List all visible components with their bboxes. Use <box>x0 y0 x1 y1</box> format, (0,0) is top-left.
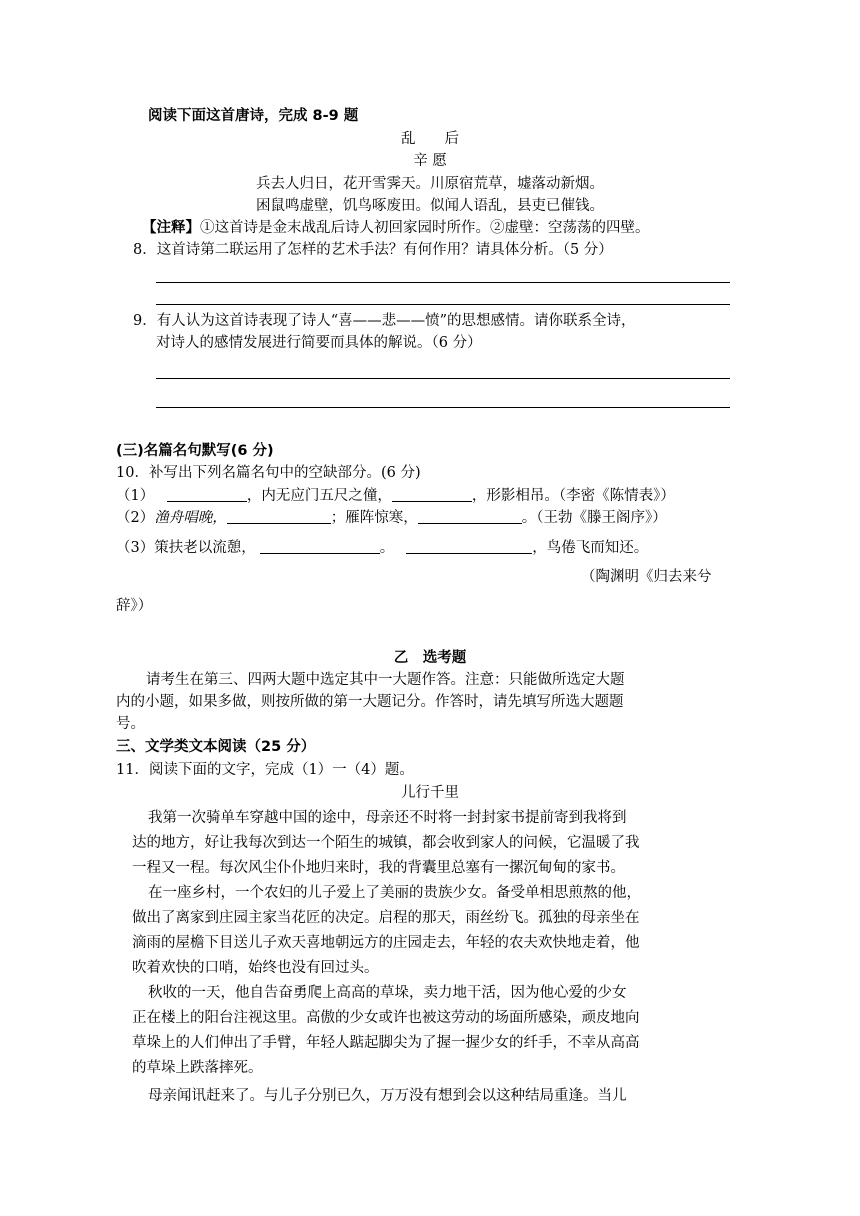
item-1-number: （1） <box>116 488 155 504</box>
elective-para-line-2: 内的小题，如果多做，则按所做的第一大题记分。作答时，请先填写所选大题题 <box>116 694 624 710</box>
item-2-start: 渔舟唱晚， <box>154 510 227 526</box>
dictation-item-3 <box>116 538 648 558</box>
item-3-source-2: 辞》） <box>116 598 153 614</box>
poem-line-2: 困鼠鸣虚壁，饥鸟啄废田。似闻人语乱，县吏已催钱。 <box>256 198 604 214</box>
note-text: ①这首诗是金末战乱后诗人初回家园时所作。②虚壁：空荡荡的四壁。 <box>200 220 650 236</box>
answer-line-9a[interactable] <box>156 378 730 379</box>
poem-instruction: 阅读下面这首唐诗，完成 8-9 题 <box>148 108 359 124</box>
item-2-middle: ；雁阵惊寒， <box>330 510 418 526</box>
poem-note <box>142 218 650 238</box>
elective-para-line-1: 请考生在第三、四两大题中选定其中一大题作答。注意：只能做所选定大题 <box>146 672 625 688</box>
question-9-line-2: 对诗人的感情发展进行简要而具体的解说。（6 分） <box>156 335 482 351</box>
item-3-start: （3）策扶老以流憩， <box>116 540 256 556</box>
question-9-line-1: 9．有人认为这首诗表现了诗人“喜——悲——愤”的思想感情。请你联系全诗， <box>133 313 636 329</box>
story-title: 儿行千里 <box>401 785 459 801</box>
story-p2-line-4: 吹着欢快的口哨，始终也没有回过头。 <box>132 960 379 976</box>
dictation-heading: (三)名篇名句默写(6 分) <box>116 443 274 459</box>
question-11: 11．阅读下面的文字，完成（1）一（4）题。 <box>116 762 414 778</box>
question-8: 8．这首诗第二联运用了怎样的艺术手法？有何作用？请具体分析。（5 分） <box>133 242 613 258</box>
story-p2-line-2: 做出了离家到庄园主家当花匠的决定。启程的那天，雨丝纷飞。孤独的母亲坐在 <box>132 910 640 926</box>
blank-1a[interactable] <box>167 487 247 502</box>
item-1-middle: ，内无应门五尺之僮， <box>246 488 392 504</box>
section-3-heading: 三、文学类文本阅读（25 分） <box>116 739 316 755</box>
elective-heading: 乙 选考题 <box>393 650 467 666</box>
dictation-item-1 <box>116 486 675 506</box>
blank-1b[interactable] <box>392 487 472 502</box>
blank-3b[interactable] <box>406 539 532 554</box>
question-10: 10．补写出下列名篇名句中的空缺部分。(6 分) <box>116 465 421 481</box>
story-p3-line-2: 正在楼上的阳台注视这里。高傲的少女或许也被这劳动的场面所感染，顽皮地向 <box>132 1010 640 1026</box>
blank-2b[interactable] <box>418 509 522 524</box>
elective-para-line-3: 号。 <box>116 716 145 732</box>
story-p2-line-3: 滴雨的屋檐下目送儿子欢天喜地朝远方的庄园走去，年轻的农夫欢快地走着，他 <box>132 935 640 951</box>
story-p3-line-4: 的草垛上跌落摔死。 <box>132 1060 263 1076</box>
poem-author: 辛 愿 <box>413 153 447 169</box>
story-p1-line-3: 一程又一程。每次风尘仆仆地归来时，我的背囊里总塞有一摞沉甸甸的家书。 <box>132 860 625 876</box>
story-p2-line-1: 在一座乡村，一个农妇的儿子爱上了美丽的贵族少女。备受单相思煎熬的他， <box>148 885 641 901</box>
note-label: 【注释】 <box>142 220 200 236</box>
answer-line-8b[interactable] <box>156 304 730 305</box>
answer-line-8a[interactable] <box>156 282 730 283</box>
story-p1-line-1: 我第一次骑单车穿越中国的途中，母亲还不时将一封封家书提前寄到我将到 <box>148 810 627 826</box>
story-p3-line-3: 草垛上的人们伸出了手臂，年轻人踮起脚尖为了握一握少女的纤手，不幸从高高 <box>132 1035 640 1051</box>
story-p3-line-1: 秋收的一天，他自告奋勇爬上高高的草垛，卖力地干活，因为他心爱的少女 <box>148 985 627 1001</box>
answer-line-9b[interactable] <box>156 407 730 408</box>
item-1-end: ，形影相吊。（李密《陈情表》） <box>471 488 675 504</box>
item-3-end: ，鸟倦飞而知还。 <box>532 540 649 556</box>
blank-2a[interactable] <box>227 509 331 524</box>
poem-line-1: 兵去人归日，花开雪霁天。川原宿荒草，墟落动新烟。 <box>256 176 604 192</box>
item-2-number: （2） <box>116 510 155 526</box>
story-p1-line-2: 达的地方，好让我每次到达一个陌生的城镇，都会收到家人的问候，它温暖了我 <box>132 835 640 851</box>
story-p4-line-1: 母亲闻讯赶来了。与儿子分别已久，万万没有想到会以这种结局重逢。当儿 <box>148 1088 627 1104</box>
dictation-item-2 <box>116 508 667 528</box>
item-2-end: 。（王勃《滕王阁序》） <box>521 510 667 526</box>
poem-title: 乱 后 <box>401 131 459 147</box>
blank-3a[interactable] <box>260 539 380 554</box>
item-3-middle: 。 <box>379 540 395 556</box>
item-3-source-1: （陶渊明《归去来兮 <box>581 569 712 585</box>
